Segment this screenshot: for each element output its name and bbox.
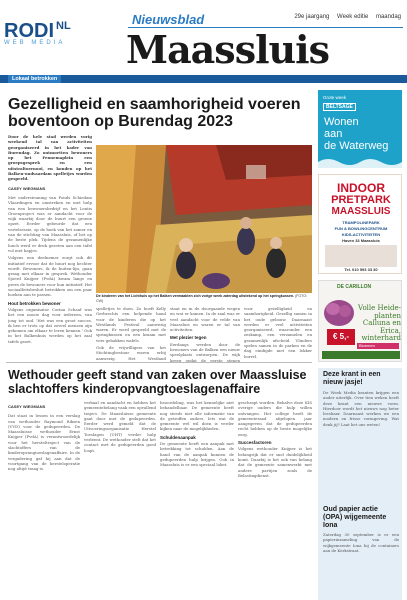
article1-subhead: Hout betrokken bewoner [8, 300, 61, 306]
newspaper-title: Maassluis [126, 27, 329, 72]
article1-paragraph: Volgens organisator Corina Schaaf was het een mooie dag voor iedereen, van jong tot oud. 'Het was een groot succes, ik ben er trots op dat zoveel mensen zijn gekomen om elkaar te leren kennen.' Ook in het Balkenhuis werden op het zaal tafels gezet. [8, 306, 92, 344]
nieuwsblad-label: Nieuwsblad [132, 12, 205, 27]
article2-headline[interactable]: Wethouder geeft stand van zaken over Maassluise slachtoffers kinderopvangtoeslagenaffaire [8, 368, 307, 396]
article2-paragraph: De gemeente heeft een aanpak met betrekking tot schulden. Aan de hand van de aanpak kunnen de gedupeerden hulp krijgen. Ook in Maassluis is er een speciaal loket. [160, 441, 234, 468]
ad-indoor-sub2: FUN & BOWLINGCENTRUM [334, 226, 388, 231]
ad-indoor-pretpark[interactable] [318, 174, 402, 274]
article2-subhead: Succesfactoren [238, 440, 272, 446]
article1-paragraph: Met ondersteuning van Fonds Schiedam Vlaardingen en omstreken en met hulp van een bewonersbedrijf en het Lentis Groenproject was er aandacht voor de wijk waarbij door de buurt een groene opzet. Eerder gebeurde dat een vertelsessie, op de hoek van het zomer en van de stichting van Maassluis, of het op de beste plek. Tijdens de gezamenlijke lunch werd er druk gezeten aan een tafel vol met hapjes. [8, 194, 92, 253]
masthead [0, 0, 407, 75]
sidebar-text-oud-papier: Zaterdag 30 september is er een papierinzameling van de wijkgemeente Iona bij de containers aan de Kerkstraat. [323, 532, 399, 553]
ad-wonen-aan-de-waterweg[interactable] [318, 90, 402, 168]
ad-wonen-line3: de Waterweg [324, 140, 389, 152]
ad-wonen-line1: Wonen [324, 116, 359, 128]
article1-lead: Door de hele stad werden vorig weekend tal van activiteiten georganiseerd in het kader van Burendag. Zo ontmoetten bewoners op het Fennemaplein een groepsgesprek en een uitstraltoernooi, en konden op het Balken-ondvaardam spelletjes worden gespeeld. [8, 134, 92, 182]
ad-flower-brand: DE CARILLON [337, 284, 372, 290]
article1-paragraph: Ook de vrijwilligers van het Stichtingbestuur waren erbij aanwezig. Het Westland [96, 345, 166, 361]
article2-column-2 [84, 400, 156, 600]
ad-indoor-photo-strip [325, 245, 397, 267]
logo-rodi-text: RODI [4, 20, 54, 42]
ad-flower-footer [322, 351, 400, 359]
ad-indoor-line2: PRETPARK [331, 194, 391, 206]
article1-caption [96, 294, 312, 304]
ad-de-carillon[interactable] [318, 280, 402, 362]
ad-indoor-sub1: TRAMPOLINEPARK [342, 220, 380, 225]
article2-column-3 [160, 400, 234, 600]
ad-wonen-line2: aan [324, 128, 343, 140]
bouncy-castle-image [96, 145, 312, 293]
article2-paragraph: beoordeling, was het kennelijke niet behandelbaar. De gemeente heeft nog steeds niet alle informatie van de getroffen ouders. Iets wat de gemeente wel wil doen is verder kijken naar de mogelijkheden. [160, 400, 234, 432]
ad-indoor-address: Haven 33 Maassluis [342, 238, 380, 243]
article1-paragraph: staat en in de doorgaande wegen en wat er komen. In de zaal was er veel aandacht voor de velde van Maassluis en waren er tal van activiteiten. [170, 306, 240, 333]
section-divider [6, 362, 312, 363]
article1-paragraph: voor gezelligheid en saamhorigheid. Gezellig samen in het oude gebouw. Daarnaast werden er veel activiteiten georganiseerd, waaronder een zeskamp, een verzamelen en gezamenlijk afscheid. Vlinders spelen samen in de parken en de dag eindigde met een lekker borrel. [244, 306, 312, 359]
article2-column-1 [8, 400, 80, 600]
article2-byline: CASEY WIEGMANS [8, 404, 46, 409]
article2-paragraph: Dat staat in lessen in een verslag van wethouder Raymond Riksen (VVD) voor de gedupeerden. De Maassluisse wethouder Ernst Knijper (PvdA) is verantwoordelijk voor het hersteltraject van de slachtoffers van de kinderopvangtoeslagenaffaire. In de vergadering gaf hij aan dat de voortgang van de hersteloperatie nog altijd traag is. [8, 413, 80, 472]
article1-byline: CASEY WIEGMANS [8, 185, 46, 191]
ad-indoor-line3: MAASSLUIS [331, 206, 391, 217]
article1-column-1 [8, 134, 92, 362]
article1-paragraph: Eerdaags werden door de bewoners van de Balken een nieuw speelplaats ontworpen. De wijk kreeg opdat de eerste stenen [170, 341, 240, 362]
caption-text: De kinderen van het Lichthuis op het Balken vermaakten zich vorige week zaterdag uitstekend op het springkussen. [96, 294, 295, 298]
article1-headline[interactable]: Gezelligheid en saamhorigheid voeren boventoon op Burendag 2023 [8, 96, 301, 130]
jaargang: 29e jaargang [294, 14, 330, 20]
caption-credit: (FOTO: CW) [96, 294, 308, 303]
ad-wonen-brand: BELTSAGE [323, 103, 356, 111]
heather-plant-icon [321, 293, 357, 329]
article1-column-3 [170, 306, 240, 362]
logo-media-text: WEB MEDIA [4, 40, 66, 46]
logo-nl-text: NL [56, 20, 71, 32]
ad-flower-price: € 5,- [327, 329, 355, 345]
article1-paragraph: spelletjes te doen. Zo hoeft Kelly Gerbrechts een helpende hand voor de kinderen die op het Westlands Festival aanwezig waren. Er werd gespeeld met de springkussen en een kraam met vers gebakken wafels. [96, 306, 166, 343]
dag: maandag [375, 14, 401, 20]
ad-indoor-sub3: KIDS-ACTIVITEITEN [341, 232, 381, 237]
ad-indoor-tel: Tel. 010 593 33 30 [344, 267, 378, 272]
ad-flower-title: Volle Heide-planten Calluna en Erica, winterhard [358, 304, 401, 342]
sidebar-notices [318, 368, 402, 600]
editie: Week editie [337, 14, 369, 20]
rodi-logo[interactable] [4, 20, 104, 60]
article1-photo [96, 145, 312, 293]
article2-paragraph: geschrapt worden. Behalve deze KIS overige ouders die hulp willen ontvangen. Het college heeft de gemeenteraad afgelopen jaar aangegeven dat de gedupeerden recht hebben op de beste mogelijke zorg. [238, 400, 312, 437]
article2-paragraph: Volgens wethouder Knijper is het belangrijk dat er snel duidelijkheid komt. Daarbij is het ook van belang dat de gemeente samenwerkt met andere partijen zoals de Belastingdienst. [238, 446, 312, 478]
wave-icon [318, 154, 402, 168]
article2-paragraph: verhaal en aandacht en hebben het gemeentebelang vaak een opvallend traject. De Maassluisse gemeente gaat door met de gedupeerden. Eerder werd gemeld dat de Uitvoeringsorganisatie Herstel Toeslagen (UHT) verder hulp verleent. De wethouder stelt dat het contact met de gedupeerden goed loopt. [84, 400, 156, 453]
sidebar-title-oud-papier[interactable]: Oud papier actie (OPA) wijgemeente Iona [323, 506, 387, 529]
article1-column-4 [244, 306, 312, 362]
article2-column-4 [238, 400, 312, 600]
ad-flower-tag: Bloemen [359, 343, 375, 348]
issue-meta [288, 14, 401, 20]
article1-paragraph: Volgens een deelnemer zorgt ook dit initiatief ervoor dat de buurt nog hechter wordt. Bewoners, ik de buiten-lijn, gaan graag met elkaar in gesprek. Wethouder Sjoerd Knijper (PvdA) kwam langs en prees de bewoners voor hun initiatief. Het sociaalfeitsbesluit betrokken om een paar hoeken aan te passen. [8, 255, 92, 298]
ad-indoor-line1: INDOOR [337, 181, 385, 195]
ad-wonen-small: Grote week [323, 95, 347, 100]
sidebar-text-new-look: De Week Media kranten krijgen een ander uiterlijk. Over tien weken heeft deze krant een nieuwe vorm. Hierdoor wordt het nieuws nog beter leesbaar. Daarnaast werken we een modern en frisse vormgeving. Wat denk jij? Laat het ons weten! [323, 390, 399, 427]
article2-subhead: Schuldenaanpak [160, 434, 196, 440]
sidebar-title-new-look[interactable]: Deze krant in een nieuw jasje! [323, 371, 381, 386]
article1-column-2 [96, 306, 166, 362]
article1-subhead: Met plezier tegen [170, 335, 207, 341]
section-tab: Lokaal betrokken [8, 75, 61, 83]
ad-wonen-text [324, 116, 388, 152]
